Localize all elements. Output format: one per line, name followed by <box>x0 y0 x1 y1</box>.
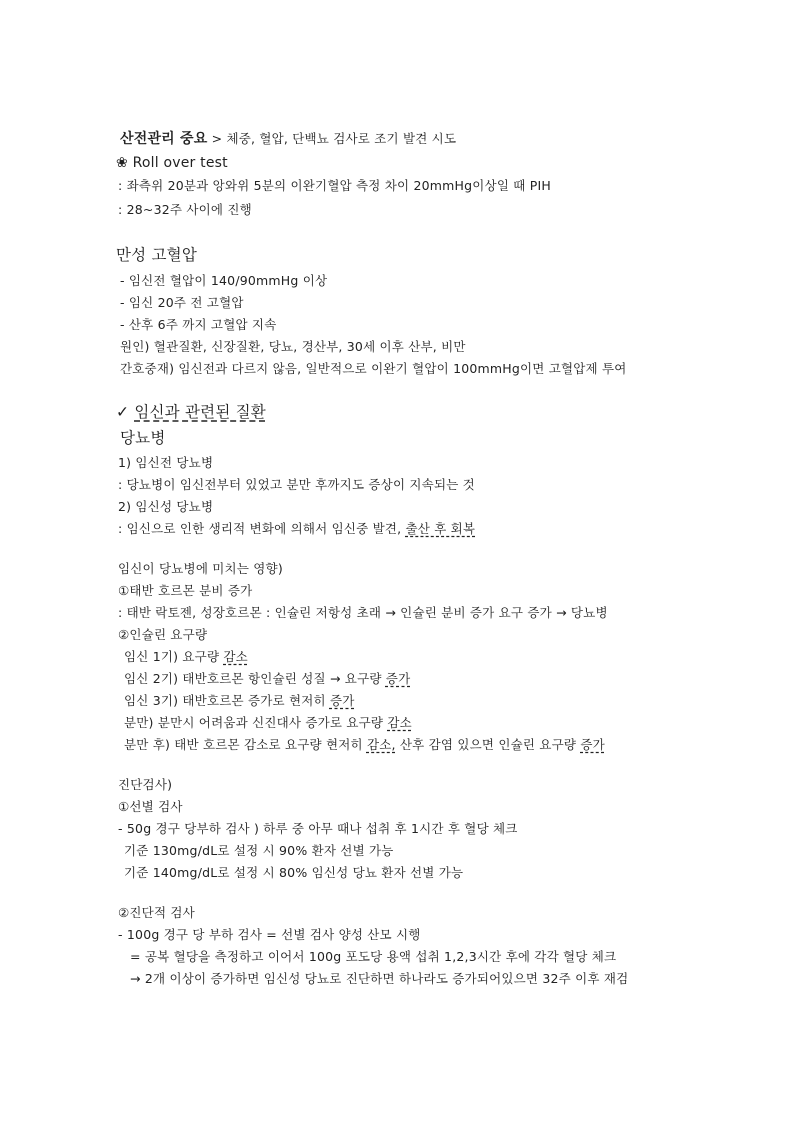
trimester-1: 임신 1기) 요구량 감소 <box>124 649 248 664</box>
screening-line-2: 기준 130mg/dL로 설정 시 90% 환자 선별 가능 <box>124 843 394 858</box>
diagnostic-line-1: - 100g 경구 당 부하 검사 = 선별 검사 양성 산모 시행 <box>118 927 421 942</box>
postpartum: 분만 후) 태반 호르몬 감소로 요구량 현저히 감소, 산후 감염 있으면 인슐린 요구량 증가 <box>124 737 605 752</box>
chronic-ht-line-1: - 임신전 혈압이 140/90mmHg 이상 <box>120 273 328 288</box>
chronic-ht-nursing: 간호중재) 임신전과 다르지 않음, 일반적으로 이완기 혈압이 100mmHg이면 고혈압제 투여 <box>120 361 627 376</box>
check-icon: ✓ <box>116 403 130 421</box>
trimester-3: 임신 3기) 태반호르몬 증가로 현저히 증가 <box>124 693 355 708</box>
screening-line-3: 기준 140mg/dL로 설정 시 80% 임신성 당뇨 환자 선별 가능 <box>124 865 464 880</box>
trimester-2: 임신 2기) 태반호르몬 항인슐린 성질 → 요구량 증가 <box>124 671 411 686</box>
chronic-ht-line-3: - 산후 6주 까지 고혈압 지속 <box>120 317 277 332</box>
roll-over-line-1: : 좌측위 20분과 앙와위 5분의 이완기혈압 측정 차이 20mmHg이상일 때 PIH <box>118 178 551 193</box>
effects-item-1: ①태반 호르몬 분비 증가 <box>118 583 253 598</box>
diabetes-line-3: 2) 임신성 당뇨병 <box>118 499 214 514</box>
chronic-ht-causes: 원인) 혈관질환, 신장질환, 당뇨, 경산부, 30세 이후 산부, 비만 <box>120 339 466 354</box>
effects-title: 임신이 당뇨병에 미치는 영향) <box>118 561 283 576</box>
diagnosis-title: 진단검사) <box>118 777 173 792</box>
diabetes-line-1: 1) 임신전 당뇨병 <box>118 455 214 470</box>
roll-over-line-2: : 28~32주 사이에 진행 <box>118 202 252 217</box>
pregnancy-diseases-title: 임신과 관련된 질환 <box>134 403 266 421</box>
prenatal-care-heading: 산전관리 중요 <box>120 131 208 147</box>
diabetes-subtitle: 당뇨병 <box>120 429 166 447</box>
flower-icon: ❀ <box>116 155 128 171</box>
delivery: 분만) 분만시 어려움과 신진대사 증가로 요구량 감소 <box>124 715 412 730</box>
screening-line-1: - 50g 경구 당부하 검사 ) 하루 중 아무 때나 섭취 후 1시간 후 혈당 체크 <box>118 821 518 836</box>
screening-title: ①선별 검사 <box>118 799 183 814</box>
chronic-ht-line-2: - 임신 20주 전 고혈압 <box>120 295 244 310</box>
postpartum-recovery: 출산 후 회복 <box>405 521 476 536</box>
diagnostic-test-title: ②진단적 검사 <box>118 905 195 920</box>
diabetes-line-4: : 임신으로 인한 생리적 변화에 의해서 임신중 발견, 출산 후 회복 <box>118 521 476 536</box>
prenatal-care-text: > 체중, 혈압, 단백뇨 검사로 조기 발견 시도 <box>207 131 457 146</box>
effects-item-2: ②인슐린 요구량 <box>118 627 208 642</box>
effects-item-1-desc: : 태반 락토젠, 성장호르몬 : 인슐린 저항성 초래 → 인슐린 분비 증가 요구 증가 → 당뇨병 <box>118 605 608 620</box>
roll-over-test-title: ❀ Roll over test <box>116 155 228 171</box>
diagnostic-line-2: = 공복 혈당을 측정하고 이어서 100g 포도당 용액 섭취 1,2,3시간 후에 각각 혈당 체크 <box>130 949 617 964</box>
diagnostic-line-3: → 2개 이상이 증가하면 임신성 당뇨로 진단하면 하나라도 증가되어있으면 32주 이후 재검 <box>130 971 629 986</box>
pregnancy-diseases-heading <box>116 402 266 422</box>
chronic-hypertension-title: 만성 고혈압 <box>116 246 197 264</box>
diabetes-line-2: : 당뇨병이 임신전부터 있었고 분만 후까지도 증상이 지속되는 것 <box>118 477 475 492</box>
prenatal-care-line <box>120 130 456 148</box>
